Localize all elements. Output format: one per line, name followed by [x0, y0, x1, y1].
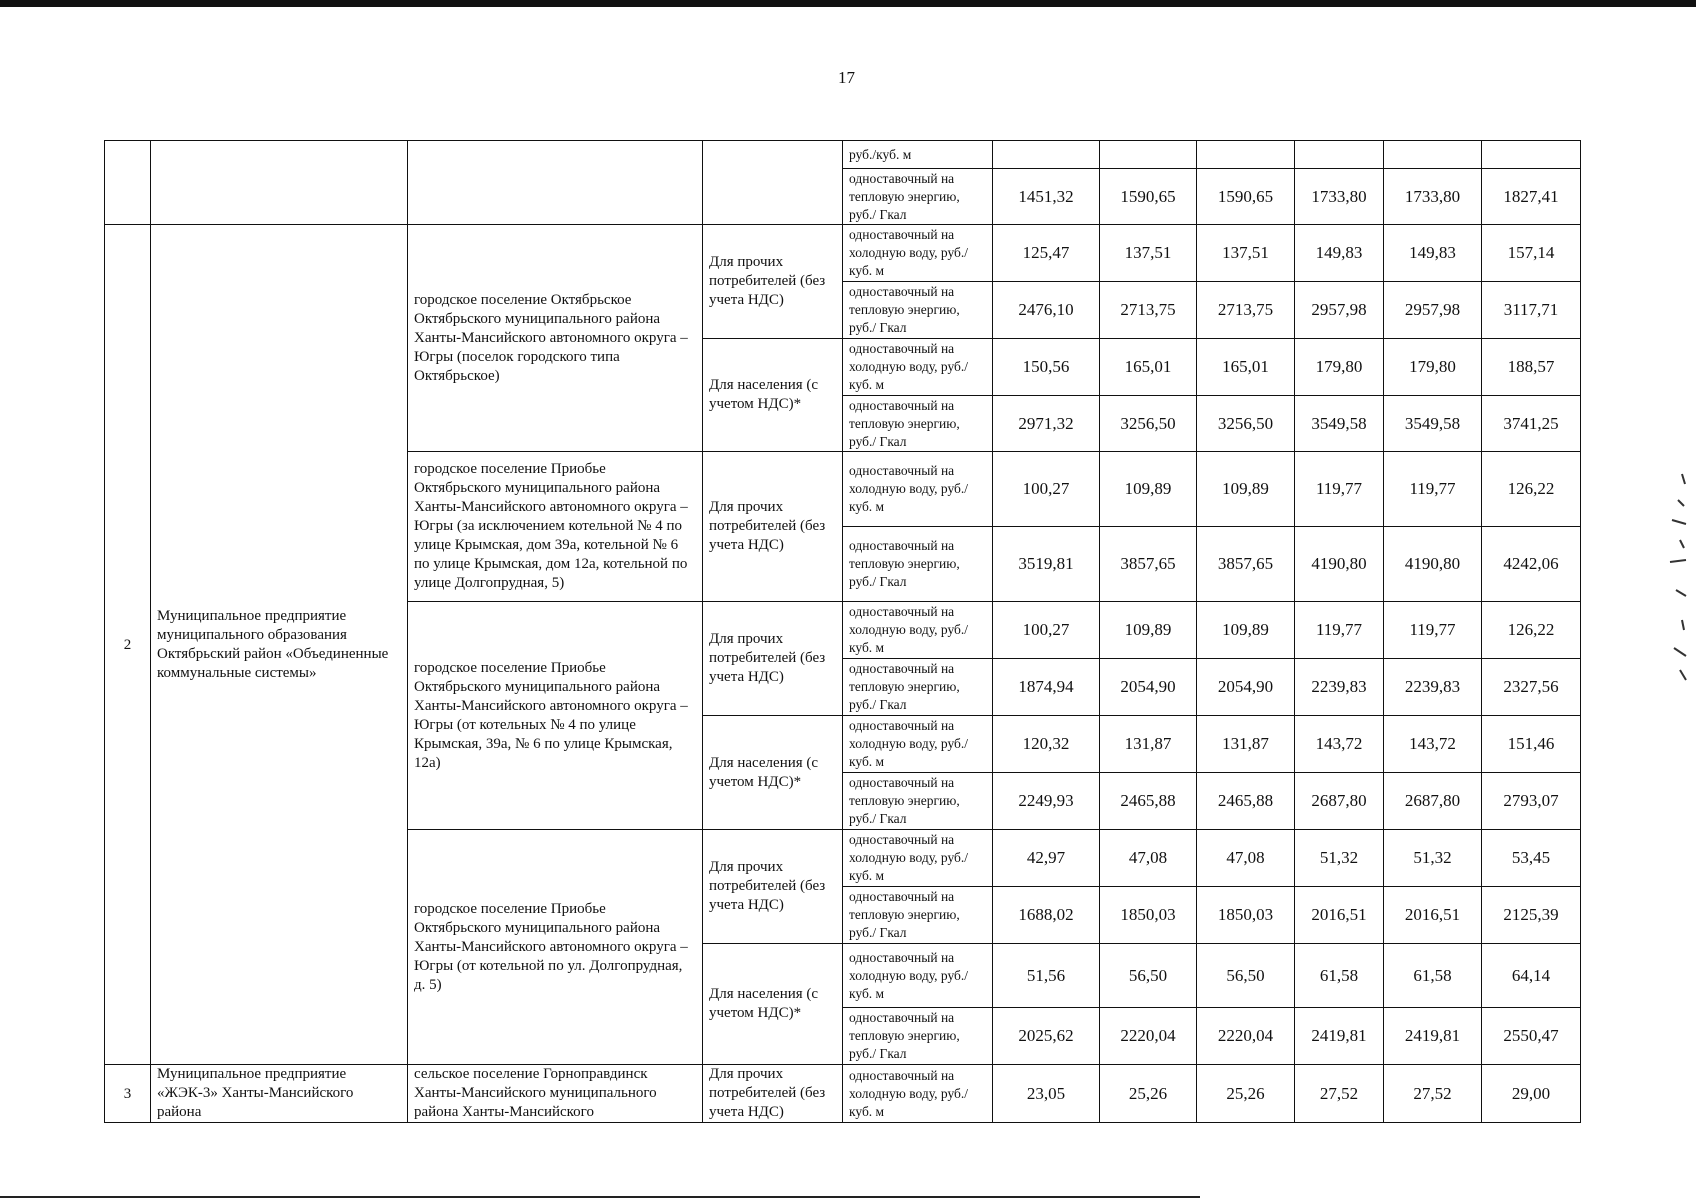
tariff-value: 149,83	[1295, 225, 1384, 282]
tariff-value: 4190,80	[1384, 527, 1482, 602]
tariff-value: 137,51	[1100, 225, 1197, 282]
tariff-value: 25,26	[1197, 1065, 1295, 1123]
tariff-value: 126,22	[1482, 602, 1581, 659]
settlement-name: сельское поселение Горноправдинск Ханты-Мансийского муниципального района Ханты-Мансийского	[408, 1065, 703, 1123]
tariff-value: 2713,75	[1100, 282, 1197, 339]
tariff-unit: одноставочный на тепловую энергию, руб./ Гкал	[843, 527, 993, 602]
tariff-value: 1590,65	[1100, 169, 1197, 225]
tariff-value: 4190,80	[1295, 527, 1384, 602]
tariff-unit: одноставочный на тепловую энергию, руб./ Гкал	[843, 659, 993, 716]
tariff-value: 2249,93	[993, 773, 1100, 830]
tariff-value: 47,08	[1100, 830, 1197, 887]
tariff-value: 165,01	[1100, 339, 1197, 396]
table-row	[105, 141, 1581, 169]
consumer-category: Для прочих потребителей (без учета НДС)	[703, 1065, 843, 1123]
tariff-value: 3549,58	[1295, 396, 1384, 452]
area-cell-continued	[408, 141, 703, 225]
settlement-name: городское поселение Приобье Октябрьского муниципального района Ханты-Мансийского автономного округа – Югры (за исключением котельной № 4 по улице Крымская, дом 39а, котельной № 6 по улице Крымская, дом 12а, котельной по улице Долгопрудная, 5)	[408, 452, 703, 602]
tariff-value: 179,80	[1384, 339, 1482, 396]
tariff-value: 27,52	[1295, 1065, 1384, 1123]
tariff-unit: одноставочный на холодную воду, руб./куб. м	[843, 339, 993, 396]
tariff-value: 125,47	[993, 225, 1100, 282]
table-row	[105, 225, 1581, 282]
tariff-value: 1733,80	[1295, 169, 1384, 225]
tariff-value: 119,77	[1384, 602, 1482, 659]
tariff-value: 2054,90	[1100, 659, 1197, 716]
tariff-unit: одноставочный на тепловую энергию, руб./ Гкал	[843, 396, 993, 452]
consumer-category: Для прочих потребителей (без учета НДС)	[703, 452, 843, 602]
scan-top-border	[0, 0, 1696, 7]
tariff-value: 188,57	[1482, 339, 1581, 396]
tariff-value: 51,32	[1384, 830, 1482, 887]
tariff-value: 165,01	[1197, 339, 1295, 396]
tariff-value: 2327,56	[1482, 659, 1581, 716]
tariff-value: 61,58	[1384, 944, 1482, 1008]
tariff-value: 119,77	[1295, 602, 1384, 659]
tariff-value: 2476,10	[993, 282, 1100, 339]
tariff-value: 119,77	[1384, 452, 1482, 527]
tariff-value: 179,80	[1295, 339, 1384, 396]
tariff-value: 3857,65	[1197, 527, 1295, 602]
tariff-unit: руб./куб. м	[843, 141, 993, 169]
tariff-value: 109,89	[1197, 602, 1295, 659]
scan-bottom-border	[0, 1196, 1200, 1198]
scan-edge-artifact	[1668, 470, 1690, 690]
consumer-category: Для прочих потребителей (без учета НДС)	[703, 830, 843, 944]
tariff-value: 56,50	[1100, 944, 1197, 1008]
tariff-unit: одноставочный на тепловую энергию, руб./ Гкал	[843, 887, 993, 944]
consumer-category: Для населения (с учетом НДС)*	[703, 944, 843, 1065]
tariff-value	[1384, 141, 1482, 169]
tariff-value: 1850,03	[1100, 887, 1197, 944]
consumer-cell-continued	[703, 141, 843, 225]
tariff-value: 3519,81	[993, 527, 1100, 602]
tariff-value: 3117,71	[1482, 282, 1581, 339]
tariff-value: 151,46	[1482, 716, 1581, 773]
tariff-value: 25,26	[1100, 1065, 1197, 1123]
tariff-value: 61,58	[1295, 944, 1384, 1008]
tariff-value: 100,27	[993, 452, 1100, 527]
tariff-value: 2971,32	[993, 396, 1100, 452]
tariff-value	[993, 141, 1100, 169]
tariff-unit: одноставочный на тепловую энергию, руб./ Гкал	[843, 773, 993, 830]
tariff-value: 1733,80	[1384, 169, 1482, 225]
tariff-value: 3549,58	[1384, 396, 1482, 452]
tariff-table	[104, 140, 1581, 1123]
tariff-value: 56,50	[1197, 944, 1295, 1008]
tariff-value	[1100, 141, 1197, 169]
tariff-value: 149,83	[1384, 225, 1482, 282]
tariff-value: 4242,06	[1482, 527, 1581, 602]
index-cell-continued	[105, 141, 151, 225]
tariff-value: 3741,25	[1482, 396, 1581, 452]
tariff-unit: одноставочный на холодную воду, руб./куб. м	[843, 225, 993, 282]
tariff-value: 47,08	[1197, 830, 1295, 887]
org-cell-continued	[151, 141, 408, 225]
tariff-value: 2465,88	[1100, 773, 1197, 830]
tariff-value: 64,14	[1482, 944, 1581, 1008]
tariff-value: 2054,90	[1197, 659, 1295, 716]
tariff-value: 42,97	[993, 830, 1100, 887]
tariff-value: 2419,81	[1295, 1008, 1384, 1065]
settlement-name: городское поселение Приобье Октябрьского муниципального района Ханты-Мансийского автономного округа – Югры (от котельной по ул. Долгопрудная, д. 5)	[408, 830, 703, 1065]
tariff-value	[1197, 141, 1295, 169]
tariff-value: 1827,41	[1482, 169, 1581, 225]
tariff-value: 2239,83	[1384, 659, 1482, 716]
tariff-unit: одноставочный на холодную воду, руб./куб. м	[843, 602, 993, 659]
consumer-category: Для населения (с учетом НДС)*	[703, 339, 843, 452]
tariff-value: 109,89	[1100, 602, 1197, 659]
tariff-value: 3256,50	[1100, 396, 1197, 452]
tariff-value: 137,51	[1197, 225, 1295, 282]
tariff-value: 1688,02	[993, 887, 1100, 944]
tariff-value: 2016,51	[1384, 887, 1482, 944]
consumer-category: Для прочих потребителей (без учета НДС)	[703, 602, 843, 716]
tariff-value: 126,22	[1482, 452, 1581, 527]
tariff-value: 1590,65	[1197, 169, 1295, 225]
tariff-value: 131,87	[1197, 716, 1295, 773]
tariff-value: 2239,83	[1295, 659, 1384, 716]
tariff-unit: одноставочный на холодную воду, руб./куб. м	[843, 452, 993, 527]
tariff-unit: одноставочный на холодную воду, руб./куб. м	[843, 830, 993, 887]
tariff-value	[1295, 141, 1384, 169]
consumer-category: Для населения (с учетом НДС)*	[703, 716, 843, 830]
tariff-unit: одноставочный на тепловую энергию, руб./ Гкал	[843, 1008, 993, 1065]
tariff-value: 1451,32	[993, 169, 1100, 225]
tariff-value: 109,89	[1100, 452, 1197, 527]
tariff-value: 53,45	[1482, 830, 1581, 887]
tariff-value: 2220,04	[1100, 1008, 1197, 1065]
tariff-value: 29,00	[1482, 1065, 1581, 1123]
tariff-value: 2687,80	[1295, 773, 1384, 830]
consumer-category: Для прочих потребителей (без учета НДС)	[703, 225, 843, 339]
tariff-unit: одноставочный на тепловую энергию, руб./ Гкал	[843, 282, 993, 339]
tariff-value: 51,56	[993, 944, 1100, 1008]
tariff-value: 2793,07	[1482, 773, 1581, 830]
tariff-value: 2125,39	[1482, 887, 1581, 944]
tariff-value: 2687,80	[1384, 773, 1482, 830]
tariff-value: 3256,50	[1197, 396, 1295, 452]
tariff-value: 1874,94	[993, 659, 1100, 716]
tariff-value: 109,89	[1197, 452, 1295, 527]
tariff-value: 119,77	[1295, 452, 1384, 527]
tariff-value: 150,56	[993, 339, 1100, 396]
tariff-value: 120,32	[993, 716, 1100, 773]
tariff-value: 131,87	[1100, 716, 1197, 773]
org-index: 3	[105, 1065, 151, 1123]
tariff-value: 2465,88	[1197, 773, 1295, 830]
tariff-value: 3857,65	[1100, 527, 1197, 602]
tariff-unit: одноставочный на тепловую энергию, руб./ Гкал	[843, 169, 993, 225]
tariff-value: 143,72	[1384, 716, 1482, 773]
table-row	[105, 1065, 1581, 1123]
tariff-value: 2957,98	[1384, 282, 1482, 339]
tariff-value: 2419,81	[1384, 1008, 1482, 1065]
tariff-value: 100,27	[993, 602, 1100, 659]
tariff-value: 2713,75	[1197, 282, 1295, 339]
tariff-value: 2016,51	[1295, 887, 1384, 944]
tariff-value: 1850,03	[1197, 887, 1295, 944]
tariff-value: 51,32	[1295, 830, 1384, 887]
tariff-value: 157,14	[1482, 225, 1581, 282]
tariff-unit: одноставочный на холодную воду, руб./куб. м	[843, 944, 993, 1008]
org-index: 2	[105, 225, 151, 1065]
tariff-unit: одноставочный на холодную воду, руб./куб. м	[843, 716, 993, 773]
tariff-value: 23,05	[993, 1065, 1100, 1123]
tariff-value: 2957,98	[1295, 282, 1384, 339]
tariff-value: 2550,47	[1482, 1008, 1581, 1065]
settlement-name: городское поселение Октябрьское Октябрьского муниципального района Ханты-Мансийского автономного округа – Югры (поселок городского типа Октябрьское)	[408, 225, 703, 452]
tariff-value: 143,72	[1295, 716, 1384, 773]
tariff-value: 27,52	[1384, 1065, 1482, 1123]
tariff-value: 2025,62	[993, 1008, 1100, 1065]
tariff-value	[1482, 141, 1581, 169]
org-name: Муниципальное предприятие «ЖЭК-3» Ханты-Мансийского района	[151, 1065, 408, 1123]
org-name: Муниципальное предприятие муниципального образования Октябрьский район «Объединенные коммунальные системы»	[151, 225, 408, 1065]
settlement-name: городское поселение Приобье Октябрьского муниципального района Ханты-Мансийского автономного округа – Югры (от котельных № 4 по улице Крымская, 39а, № 6 по улице Крымская, 12а)	[408, 602, 703, 830]
tariff-value: 2220,04	[1197, 1008, 1295, 1065]
page-number: 17	[838, 68, 855, 87]
tariff-unit: одноставочный на холодную воду, руб./куб. м	[843, 1065, 993, 1123]
